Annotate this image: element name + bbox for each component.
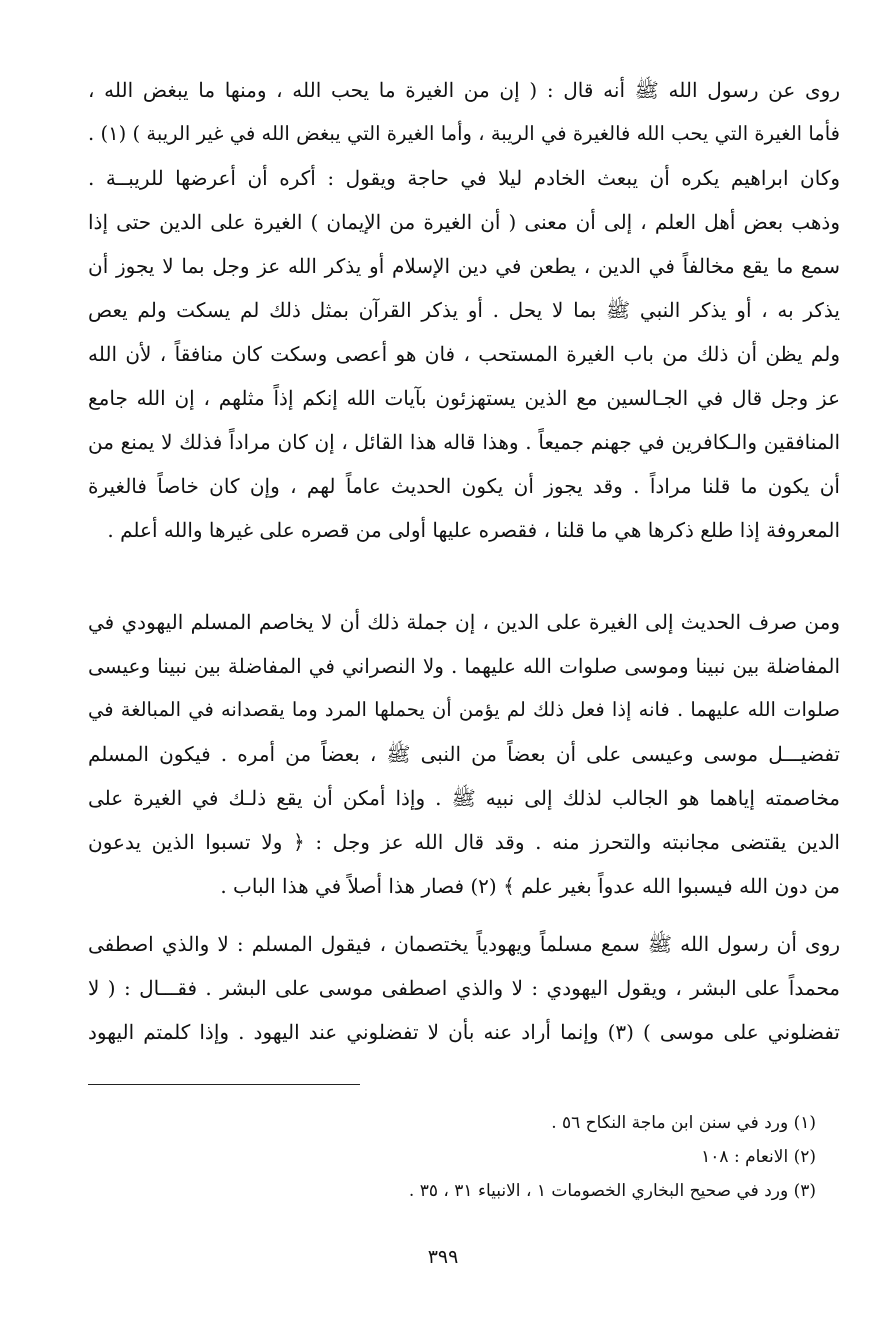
text-line: المفاضلة بين نبينا وموسى صلوات الله عليهما . ولا النصراني في المفاضلة بين نبينا وعيسى [88, 654, 840, 678]
text-line: روى أن رسول الله ﷺ سمع مسلماً ويهودياً يختصمان ، فيقول المسلم : لا والذي اصطفى [88, 932, 840, 956]
text-line: وذهب بعض أهل العلم ، إلى أن معنى ( أن الغيرة من الإيمان ) الغيرة على الدين حتى إذا [88, 210, 840, 234]
text-line: ومن صرف الحديث إلى الغيرة على الدين ، إن جملة ذلك أن لا يخاصم المسلم اليهودي في [88, 610, 840, 634]
text-line: المنافقين والـكافرين في جهنم جميعاً . وهذا قاله هذا القائل ، إن كان مراداً فذلك لا يمنع من [88, 430, 840, 454]
text-line: روى عن رسول الله ﷺ أنه قال : ( إن من الغيرة ما يحب الله ، ومنها ما يبغض الله ، [88, 78, 840, 102]
text-line: وكان ابراهيم يكره أن يبعث الخادم ليلا في حاجة ويقول : أكره أن أعرضها للريبــة . [88, 166, 840, 190]
text-line: صلوات الله عليهما . فانه إذا فعل ذلك لم يؤمن أن يحملها المرد وما يقصدانه في المبالغة في [88, 698, 840, 721]
text-line: تفضيـــل موسى وعيسى على أن بعضاً من النبى ﷺ ، بعضاً من أمره . فيكون المسلم [88, 742, 840, 766]
text-line: المعروفة إذا طلع ذكرها هي ما قلنا ، فقصره عليها أولى من قصره على غيرها والله أعلم . [107, 518, 840, 542]
footnote-divider [88, 1084, 360, 1086]
text-line: تفضلوني على موسى ) (٣) وإنما أراد عنه بأن لا تفضلوني عند اليهود . وإذا كلمتم اليهود [88, 1020, 840, 1044]
footnote-2: (٢) الانعام : ١٠٨ [701, 1147, 816, 1167]
text-line: ولم يظن أن ذلك من باب الغيرة المستحب ، فان هو أعصى وسكت كان منافقاً ، لأن الله [88, 342, 840, 366]
text-line: أن يكون ما قلنا مراداً . وقد يجوز أن يكون الحديث عاماً لهم ، وإن كان خاصاً فالغيرة [88, 474, 840, 498]
text-line: الدين يقتضى مجانبته والتحرز منه . وقد قال الله عز وجل : ﴿ ولا تسبوا الذين يدعون [88, 830, 840, 854]
text-line: محمداً على البشر ، ويقول اليهودي : لا والذي اصطفى موسى على البشر . فقـــال : ( لا [88, 976, 840, 1000]
footnotes [316, 1106, 816, 1208]
text-line: يذكر به ، أو يذكر النبي ﷺ بما لا يحل . أو يذكر القرآن بمثل ذلك لم يسكت ولم يعص [88, 298, 840, 322]
text-line: مخاصمته إياهما هو الجالب لذلك إلى نبيه ﷺ . وإذا أمكن أن يقع ذلـك في الغيرة على [88, 786, 840, 810]
footnote-3: (٣) ورد في صحيح البخاري الخصومات ١ ، الانبياء ٣١ ، ٣٥ . [408, 1181, 816, 1201]
paragraph-2 [88, 600, 840, 908]
paragraph-3 [88, 922, 840, 1054]
text-line: من دون الله فيسبوا الله عدواً بغير علم ﴾ (٢) فصار هذا أصلاً في هذا الباب . [220, 874, 840, 898]
text-line: عز وجل قال في الجـالسين مع الذين يستهزئون بآيات الله إنكم إذاً مثلهم ، إن الله جامع [88, 386, 840, 410]
text-line: سمع ما يقع مخالفاً في الدين ، يطعن في دين الإسلام أو يذكر الله عز وجل بما لا يجوز أن [88, 254, 840, 278]
page-number: ٣٩٩ [427, 1246, 459, 1268]
footnote-1: (١) ورد في سنن ابن ماجة النكاح ٥٦ . [551, 1113, 816, 1133]
text-line: فأما الغيرة التي يحب الله فالغيرة في الريبة ، وأما الغيرة التي يبغض الله في غير الريبة ) (١) . [88, 122, 840, 145]
paragraph-1 [88, 68, 840, 552]
